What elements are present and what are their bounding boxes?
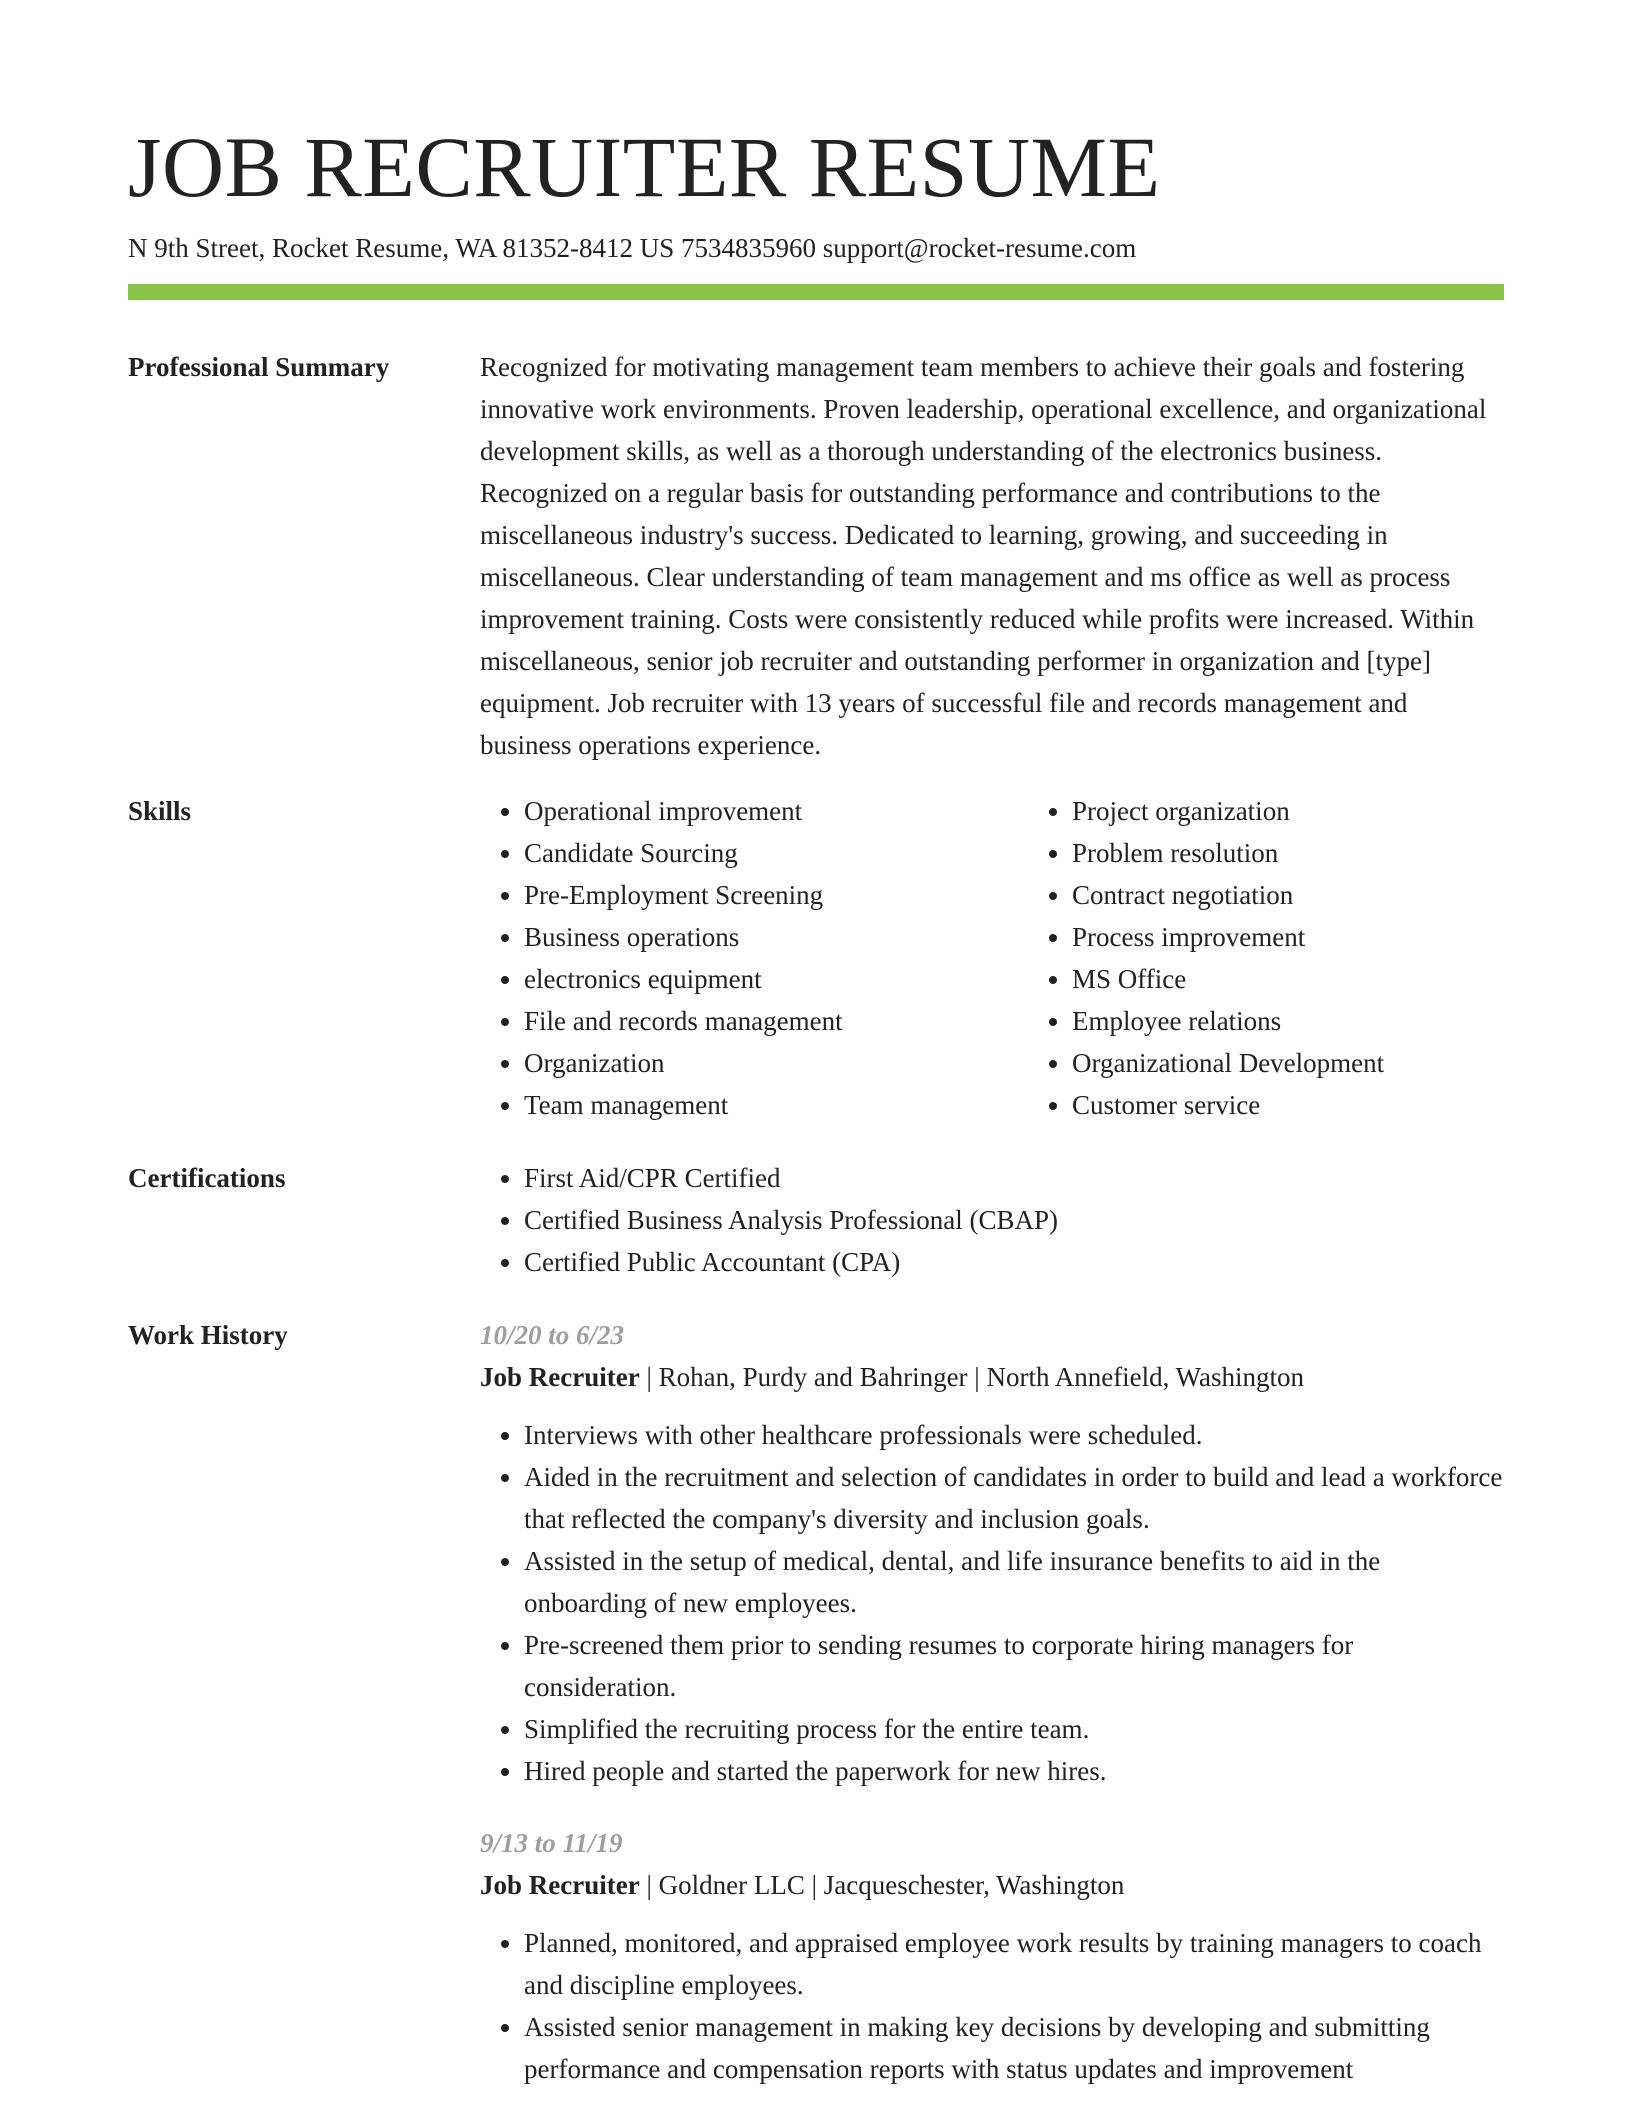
job-entry	[480, 1314, 1504, 1792]
list-item: • Project organization	[1072, 790, 1576, 832]
list-item: • electronics equipment	[524, 958, 1028, 1000]
certifications-list	[480, 1157, 1504, 1283]
work-history-section	[128, 1314, 1504, 2090]
job-title-line	[480, 1356, 1504, 1398]
skills-list-right	[1028, 790, 1576, 1126]
job-bullets	[480, 1922, 1504, 2090]
skills-label: Skills	[128, 796, 192, 827]
list-item: • MS Office	[1072, 958, 1576, 1000]
list-item: • Assisted senior management in making key decisions by developing and submitting performance and compensation reports with status updates and improvement	[524, 2006, 1504, 2090]
list-item: • Team management	[524, 1084, 1028, 1126]
job-role: Job Recruiter	[480, 1362, 640, 1393]
summary-content	[480, 346, 1504, 766]
list-item: • Pre-screened them prior to sending resumes to corporate hiring managers for consideration.	[524, 1624, 1504, 1708]
list-item: • Interviews with other healthcare professionals were scheduled.	[524, 1414, 1504, 1456]
list-item: • Simplified the recruiting process for the entire team.	[524, 1708, 1504, 1750]
list-item: • Operational improvement	[524, 790, 1028, 832]
job-entry	[480, 1822, 1504, 2090]
job-details: | Goldner LLC | Jacqueschester, Washington	[639, 1870, 1125, 1901]
list-item: • Organization	[524, 1042, 1028, 1084]
list-item: • Employee relations	[1072, 1000, 1576, 1042]
list-item: • Problem resolution	[1072, 832, 1576, 874]
list-item: • First Aid/CPR Certified	[524, 1157, 1504, 1199]
list-item: • Planned, monitored, and appraised employee work results by training managers to coach and discipline employees.	[524, 1922, 1504, 2006]
job-bullets	[480, 1414, 1504, 1792]
skills-list-left	[480, 790, 1028, 1126]
list-item: • Business operations	[524, 916, 1028, 958]
work-history-content	[480, 1314, 1504, 2090]
list-item: • Contract negotiation	[1072, 874, 1576, 916]
skills-section	[128, 790, 1504, 1126]
list-item: • Process improvement	[1072, 916, 1576, 958]
contact-line: N 9th Street, Rocket Resume, WA 81352-8412 US 7534835960 support@rocket-resume.com	[128, 233, 1137, 263]
list-item: • Customer service	[1072, 1084, 1576, 1126]
list-item: • Pre-Employment Screening	[524, 874, 1028, 916]
list-item: • Certified Public Accountant (CPA)	[524, 1241, 1504, 1283]
job-dates: 10/20 to 6/23	[480, 1320, 625, 1351]
accent-divider	[128, 284, 1504, 300]
job-title-line	[480, 1864, 1504, 1906]
skills-columns	[480, 790, 1576, 1126]
list-item: • File and records management	[524, 1000, 1028, 1042]
job-details: | Rohan, Purdy and Bahringer | North Annefield, Washington	[639, 1362, 1304, 1393]
certifications-content	[480, 1157, 1504, 1283]
summary-label: Professional Summary	[128, 352, 390, 383]
work-history-label: Work History	[128, 1320, 288, 1351]
certifications-label: Certifications	[128, 1163, 286, 1194]
resume-title: JOB RECRUITER RESUME	[128, 119, 1161, 215]
summary-section	[128, 346, 1504, 766]
certifications-section	[128, 1157, 1504, 1283]
list-item: • Hired people and started the paperwork for new hires.	[524, 1750, 1504, 1792]
list-item: • Assisted in the setup of medical, dental, and life insurance benefits to aid in the onboarding of new employees.	[524, 1540, 1504, 1624]
job-dates: 9/13 to 11/19	[480, 1828, 623, 1859]
summary-text: Recognized for motivating management team members to achieve their goals and fostering innovative work environments. Proven leadership, operational excellence, and organizational development skills, as well as a thorough understanding of the electronics business. Recognized on a regular basis for outstanding performance and contributions to the miscellaneous industry's success. Dedicated to learning, growing, and succeeding in miscellaneous. Clear understanding of team management and ms office as well as process improvement training. Costs were consistently reduced while profits were increased. Within miscellaneous, senior job recruiter and outstanding performer in organization and [type] equipment. Job recruiter with 13 years of successful file and records management and business operations experience.	[480, 352, 1487, 761]
job-role: Job Recruiter	[480, 1870, 640, 1901]
list-item: • Aided in the recruitment and selection of candidates in order to build and lead a workforce that reflected the company's diversity and inclusion goals.	[524, 1456, 1504, 1540]
list-item: • Organizational Development	[1072, 1042, 1576, 1084]
list-item: • Certified Business Analysis Professional (CBAP)	[524, 1199, 1504, 1241]
list-item: • Candidate Sourcing	[524, 832, 1028, 874]
